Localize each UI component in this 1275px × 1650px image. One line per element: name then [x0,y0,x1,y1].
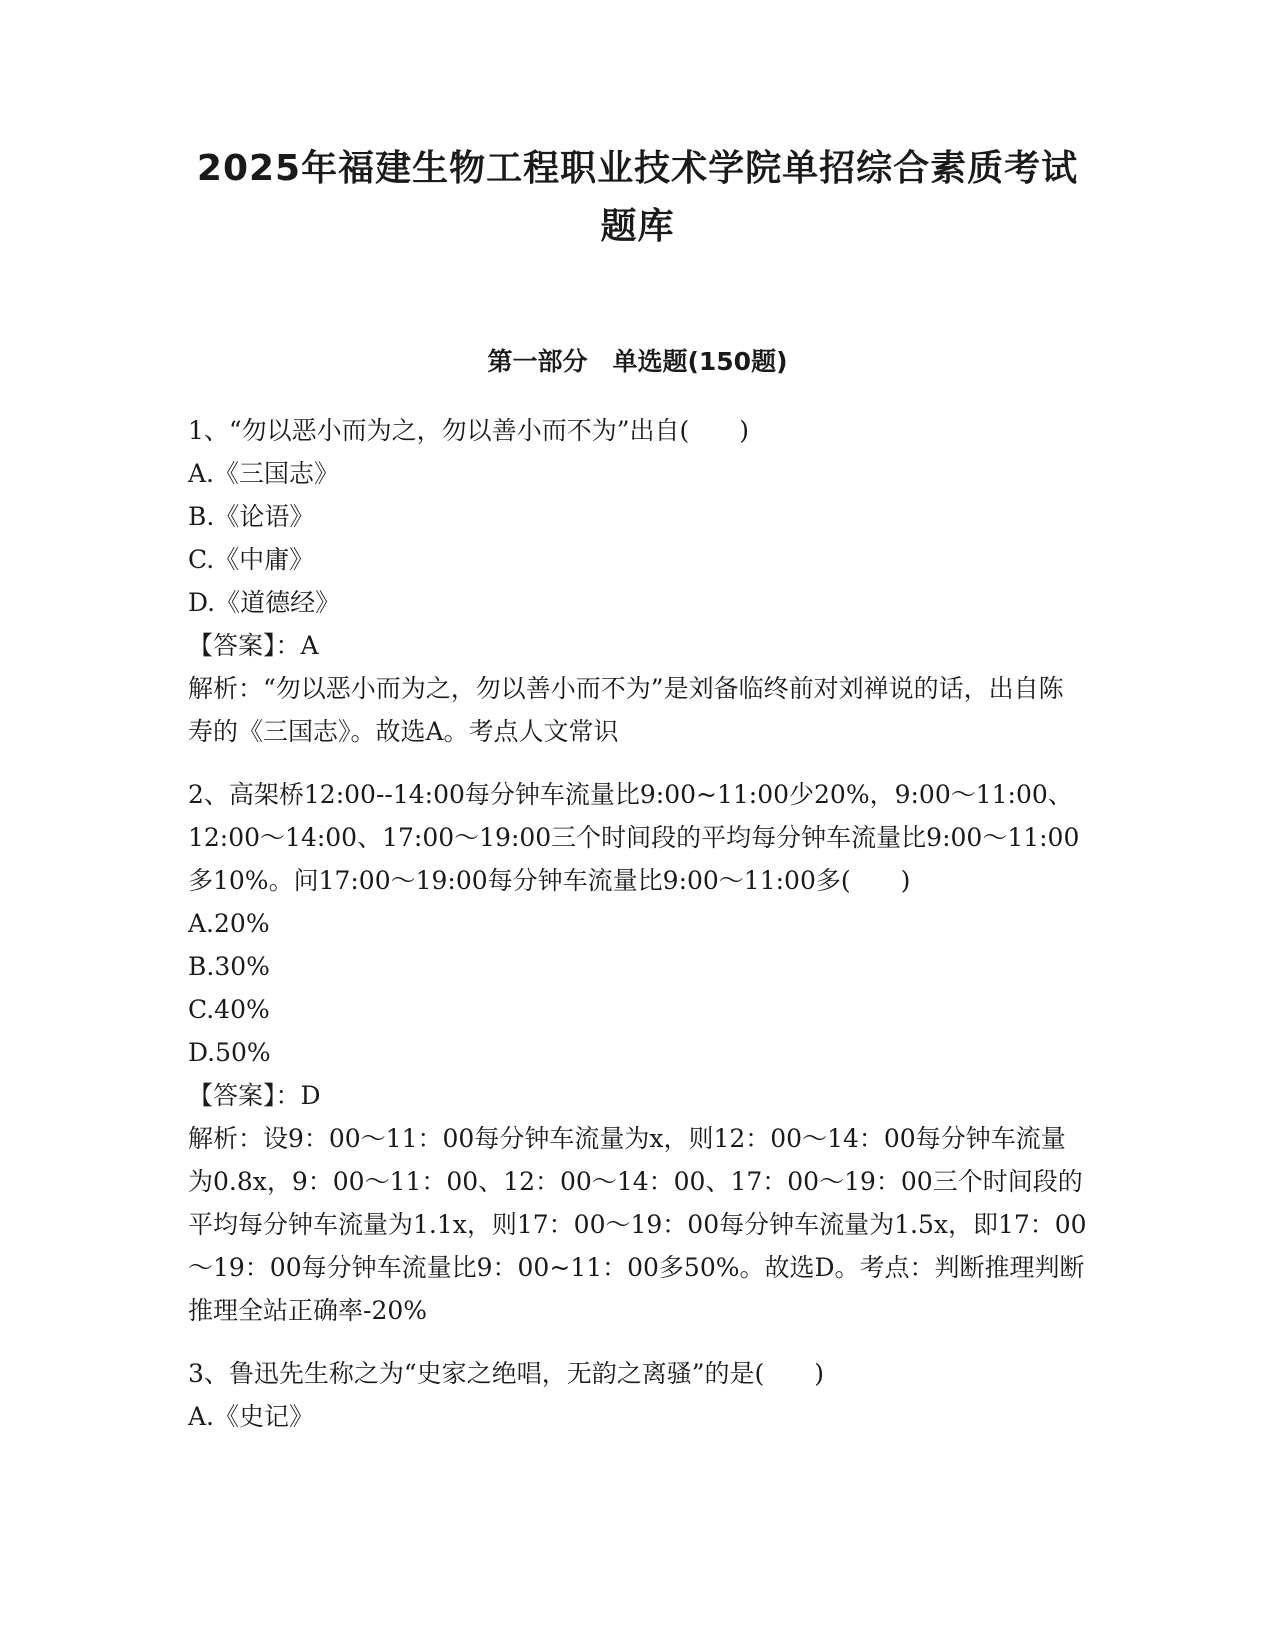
title-line-2: 题库 [600,206,675,247]
question-stem: 3、鲁迅先生称之为“史家之绝唱，无韵之离骚”的是( ) [188,1359,824,1388]
option-c: C.《中庸》 [188,545,315,574]
question-stem: 2、高架桥12:00--14:00每分钟车流量比9:00~11:00少20%，9:00～11:00、12:00～14:00、17:00～19:00三个时间段的平均每分钟车流量比9:00～11:00多10%。问17:00～19:00每分钟车流量比9:00～11:00多( ) [188,780,1080,895]
analysis-text: 解析：“勿以恶小而为之，勿以善小而不为”是刘备临终前对刘禅说的话，出自陈寿的《三国志》。故选A。考点人文常识 [188,674,1064,746]
option-d: D.50% [188,1038,271,1067]
question-1 [188,409,1088,753]
title-line-1: 2025年福建生物工程职业技术学院单招综合素质考试 [196,148,1079,189]
option-b: B.《论语》 [188,502,315,531]
option-a: A.《史记》 [188,1402,315,1431]
question-stem: 1、“勿以恶小而为之，勿以善小而不为”出自( ) [188,416,749,445]
option-d: D.《道德经》 [188,588,341,617]
answer-line: 【答案】：D [188,1081,321,1110]
analysis-text: 解析：设9：00～11：00每分钟车流量为x，则12：00～14：00每分钟车流量为0.8x，9：00～11：00、12：00～14：00、17：00～19：00三个时间段的平均每分钟车流量为1.1x，则17：00～19：00每分钟车流量为1.5x，即17：00～19：00每分钟车流量比9：00~11：00多50%。故选D。考点：判断推理判断推理全站正确率-20% [188,1124,1087,1325]
section-heading: 第一部分 单选题(150题) [487,347,788,376]
answer-line: 【答案】：A [188,631,319,660]
document-title [150,140,1125,256]
question-list [188,409,1088,1438]
option-b: B.30% [188,952,270,981]
option-c: C.40% [188,995,270,1024]
question-2 [188,773,1088,1332]
option-a: A.20% [188,909,270,938]
question-3 [188,1352,1088,1438]
option-a: A.《三国志》 [188,459,340,488]
